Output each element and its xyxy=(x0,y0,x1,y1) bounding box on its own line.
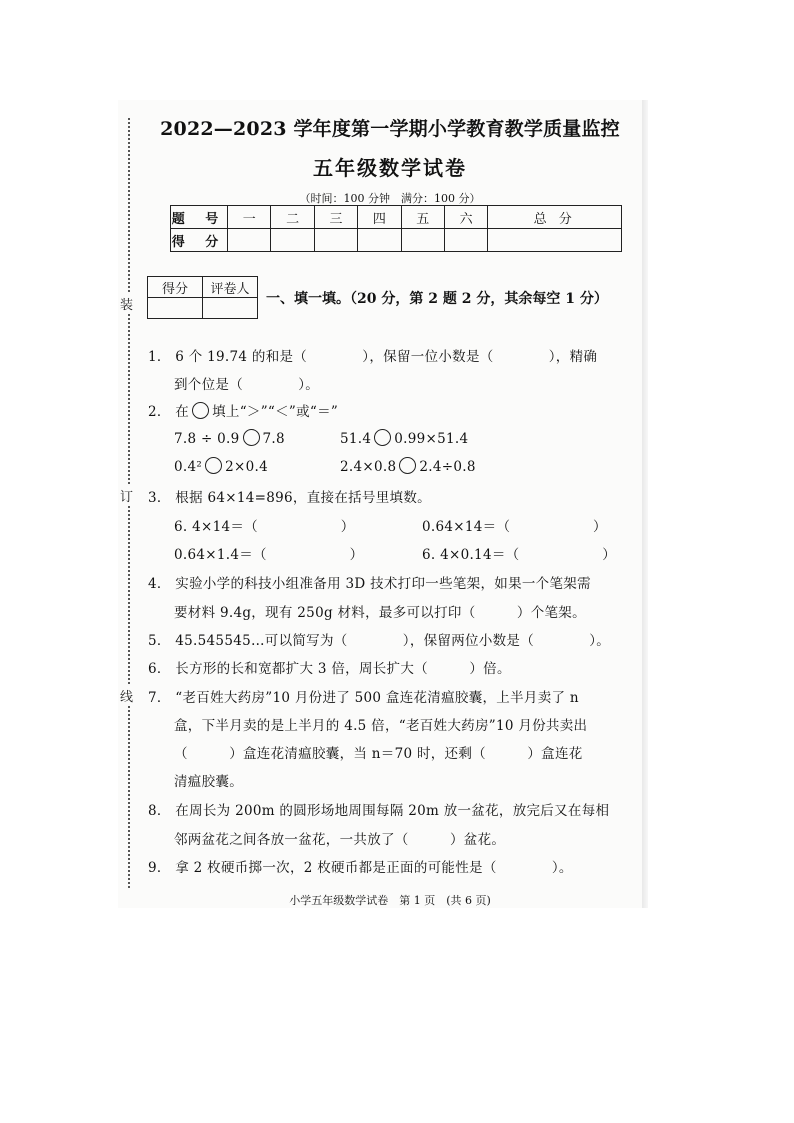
q2-item-4 xyxy=(340,457,476,475)
compare-circle-icon xyxy=(192,402,209,419)
score-cell-total[interactable] xyxy=(488,229,622,252)
score-col-4: 四 xyxy=(358,206,401,229)
score-cell[interactable] xyxy=(228,229,271,252)
q2-item-3 xyxy=(174,457,268,475)
q3-item-a: 6. 4×14＝（ ） xyxy=(174,519,355,535)
grader-name-label: 评卷人 xyxy=(203,277,258,298)
q2-item-2-right: 0.99×51.4 xyxy=(394,431,469,447)
score-cell[interactable] xyxy=(444,229,487,252)
score-table-header-row xyxy=(171,206,622,229)
compare-circle-icon[interactable] xyxy=(243,429,260,446)
time-info: （时间：100 分钟 满分：100 分） xyxy=(299,192,481,205)
q2-item-2-left: 51.4 xyxy=(340,431,372,447)
q2-item-1 xyxy=(174,429,285,447)
score-col-1: 一 xyxy=(228,206,271,229)
q2-item-2 xyxy=(340,429,468,447)
q6-line-1: 6． 长方形的长和宽都扩大 3 倍，周长扩大（ ）倍。 xyxy=(148,661,511,677)
grader-score-cell[interactable] xyxy=(148,298,203,319)
score-cell[interactable] xyxy=(314,229,357,252)
q9-line-1: 9． 拿 2 枚硬币掷一次，2 枚硬币都是正面的可能性是（ ）。 xyxy=(148,860,573,876)
q2-item-4-right: 2.4÷0.8 xyxy=(419,459,476,475)
q8-line-1: 8． 在周长为 200m 的圆形场地周围每隔 20m 放一盆花，放完后又在每相 xyxy=(148,803,610,819)
grader-box xyxy=(147,276,258,319)
score-table-label-score: 得 分 xyxy=(171,229,228,252)
score-table-score-row xyxy=(171,229,622,252)
q2-item-4-left: 2.4×0.8 xyxy=(340,459,397,475)
score-cell[interactable] xyxy=(401,229,444,252)
binding-mark-ding: 订 xyxy=(120,485,133,506)
compare-circle-icon[interactable] xyxy=(205,457,222,474)
score-col-5: 五 xyxy=(401,206,444,229)
binding-mark-zhuang: 装 xyxy=(120,293,133,314)
q1-line-2: 到个位是（ ）。 xyxy=(174,377,320,393)
section-1-heading: 一、填一填。（20 分，第 2 题 2 分，其余每空 1 分） xyxy=(266,291,608,307)
q1-line-1: 1． 6 个 19.74 的和是（ ），保留一位小数是（ ），精确 xyxy=(148,349,598,365)
grader-score-label: 得分 xyxy=(148,277,203,298)
q4-line-1: 4． 实验小学的科技小组准备用 3D 技术打印一些笔架，如果一个笔架需 xyxy=(148,576,591,592)
q3-intro: 3． 根据 64×14=896，直接在括号里填数。 xyxy=(148,490,431,506)
q2-intro xyxy=(148,400,338,420)
compare-circle-icon[interactable] xyxy=(374,429,391,446)
binding-mark-xian: 线 xyxy=(120,685,133,706)
exam-subtitle: 五年级数学试卷 xyxy=(313,156,467,180)
score-col-total: 总 分 xyxy=(488,206,622,229)
score-col-3: 三 xyxy=(314,206,357,229)
page-edge-shadow xyxy=(642,100,648,908)
q2-item-3-left: 0.4² xyxy=(174,459,203,475)
q7-line-2: 盒，下半月卖的是上半月的 4.5 倍，“老百姓大药房”10 月份共卖出 xyxy=(174,718,588,734)
q2-intro-a: 2． 在 xyxy=(148,404,190,420)
q7-line-1: 7． “老百姓大药房”10 月份进了 500 盒连花清瘟胶囊，上半月卖了 n xyxy=(148,690,579,706)
page-footer: 小学五年级数学试卷 第 1 页 (共 6 页) xyxy=(289,894,491,907)
q2-intro-b: 填上“＞”“＜”或“＝” xyxy=(212,404,339,420)
score-cell[interactable] xyxy=(271,229,314,252)
q2-item-1-left: 7.8 ÷ 0.9 xyxy=(174,431,240,447)
q4-line-2: 要材料 9.4g，现有 250g 材料，最多可以打印（ ）个笔架。 xyxy=(174,605,586,621)
q7-line-3: （ ）盒连花清瘟胶囊，当 n＝70 时，还剩（ ）盒连花 xyxy=(174,746,583,762)
grader-name-cell[interactable] xyxy=(203,298,258,319)
q3-item-c: 0.64×1.4＝（ ） xyxy=(174,547,364,563)
q5-line-1: 5． 45.545545…可以简写为（ ），保留两位小数是（ ）。 xyxy=(148,633,611,649)
q8-line-2: 邻两盆花之间各放一盆花，一共放了（ ）盆花。 xyxy=(174,832,506,848)
q2-item-1-right: 7.8 xyxy=(262,431,285,447)
q3-item-d: 6. 4×0.14＝（ ） xyxy=(422,547,617,563)
score-table xyxy=(170,205,622,252)
q2-item-3-right: 2×0.4 xyxy=(225,459,268,475)
q7-line-4: 清瘟胶囊。 xyxy=(174,774,243,790)
exam-title: 2022—2023 学年度第一学期小学教育教学质量监控 xyxy=(160,118,620,140)
compare-circle-icon[interactable] xyxy=(399,457,416,474)
score-col-2: 二 xyxy=(271,206,314,229)
score-table-label-question: 题 号 xyxy=(171,206,228,229)
score-col-6: 六 xyxy=(444,206,487,229)
score-cell[interactable] xyxy=(358,229,401,252)
q3-item-b: 0.64×14＝（ ） xyxy=(422,519,607,535)
